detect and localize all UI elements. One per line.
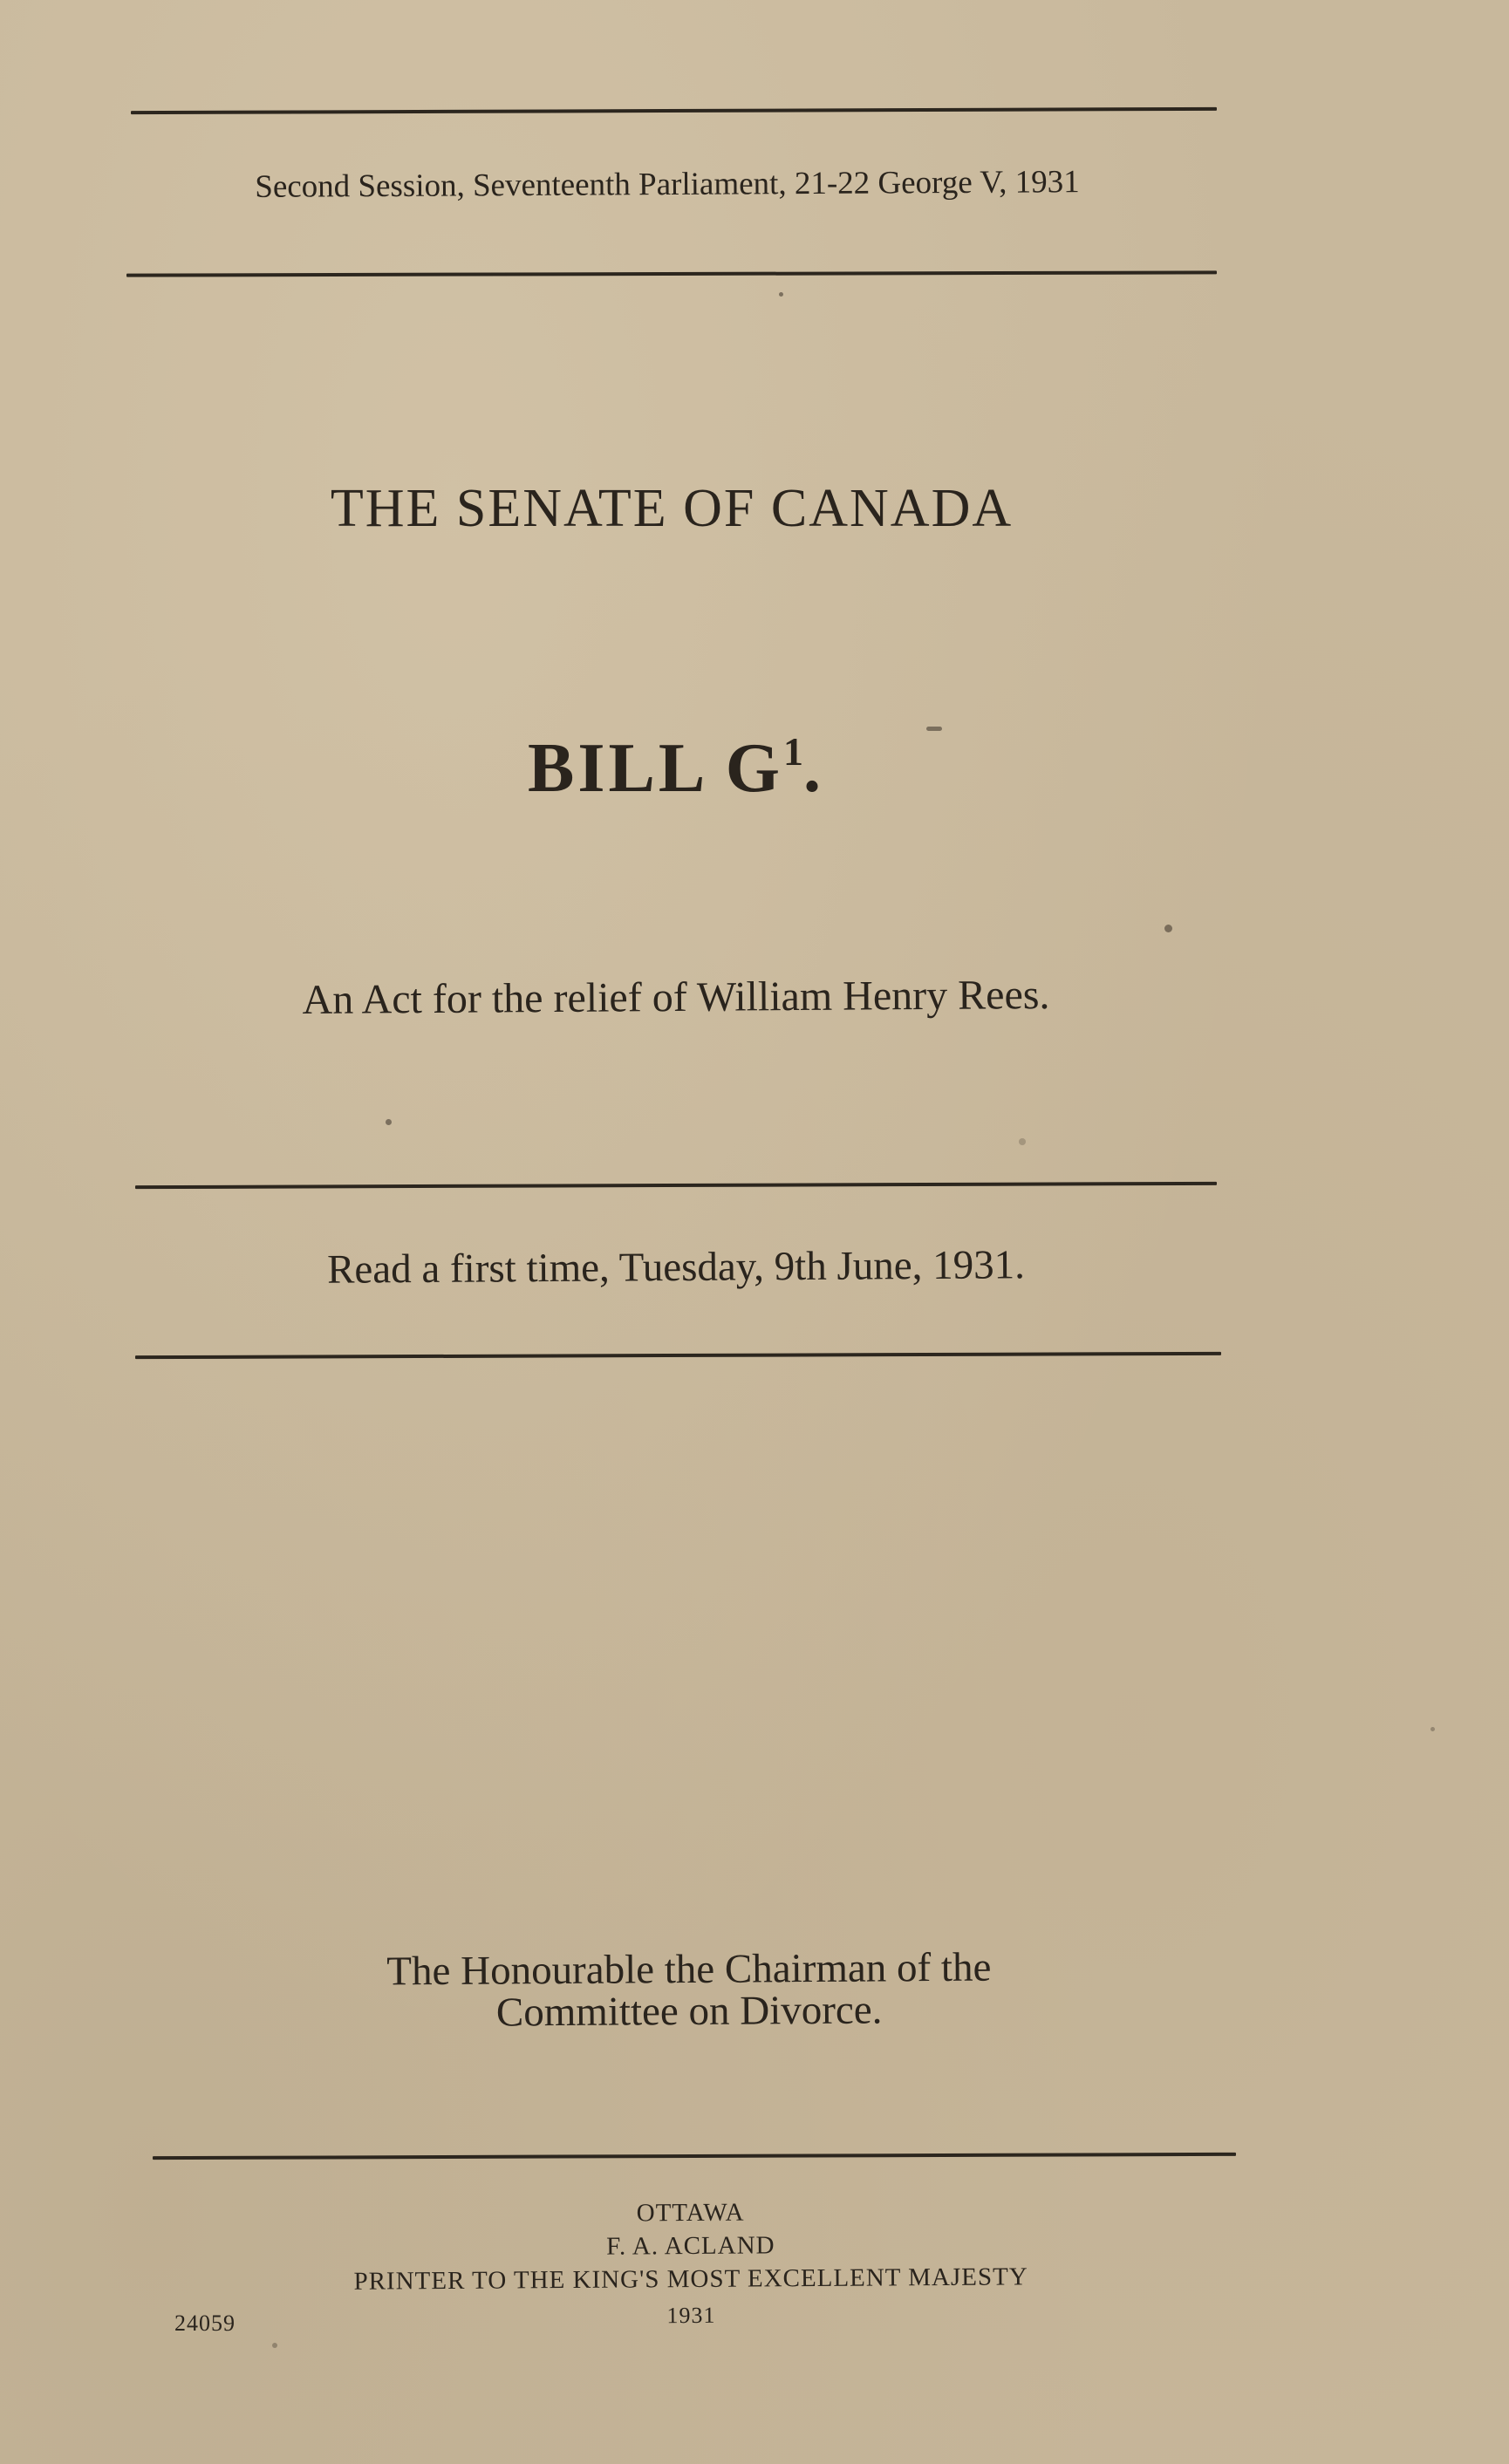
paper-speck: [386, 1119, 392, 1125]
imprint-city: OTTAWA: [636, 2198, 745, 2228]
reading-bottom-rule: [135, 1352, 1221, 1359]
paper-speck: [1164, 925, 1172, 932]
sponsor-block: [386, 1944, 992, 2036]
imprint-printer-title: PRINTER TO THE KING'S MOST EXCELLENT MAJESTY: [353, 2263, 1028, 2296]
paper-speck: [926, 727, 942, 731]
bill-superscript: 1: [783, 729, 804, 774]
session-line: Second Session, Seventeenth Parliament, 21-22 George V, 1931: [255, 164, 1080, 205]
sponsor-line-1: The Honourable the Chairman of the: [386, 1944, 992, 1995]
imprint-year: 1931: [666, 2302, 716, 2329]
imprint-printer: F. A. ACLAND: [606, 2231, 775, 2261]
first-reading-line: Read a first time, Tuesday, 9th June, 1931.: [326, 1242, 1026, 1293]
bill-title: [528, 728, 824, 809]
top-rule: [131, 107, 1217, 114]
bill-suffix: .: [803, 730, 825, 807]
paper-speck: [1019, 1138, 1026, 1145]
print-code: 24059: [174, 2310, 236, 2336]
act-title: An Act for the relief of William Henry Rees.: [302, 972, 1050, 1023]
paper-speck: [779, 292, 783, 297]
imprint-rule: [153, 2153, 1236, 2160]
paper-speck: [272, 2343, 277, 2348]
imprint-block: [353, 2194, 1028, 2334]
sponsor-line-2: Committee on Divorce.: [495, 1987, 883, 2036]
paper-speck: [1430, 1727, 1435, 1731]
reading-top-rule: [135, 1182, 1217, 1189]
senate-title: THE SENATE OF CANADA: [330, 479, 1014, 538]
bill-label: BILL G: [527, 730, 784, 807]
session-bottom-rule: [126, 270, 1217, 276]
